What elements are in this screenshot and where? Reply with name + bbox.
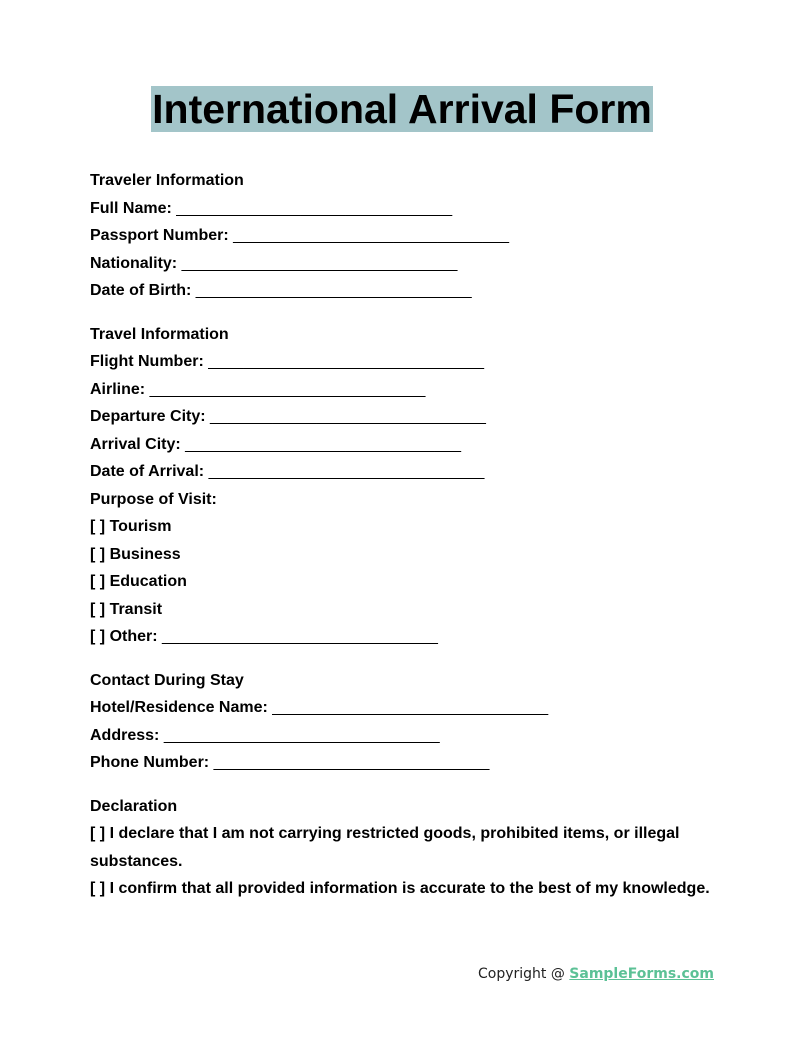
nationality-field[interactable]: [90, 250, 730, 278]
field-label: Passport Number:: [90, 227, 229, 244]
field-label: Address:: [90, 726, 160, 744]
checkbox-icon[interactable]: [ ]: [90, 518, 106, 535]
field-label: Hotel/Residence Name:: [90, 699, 268, 716]
form-content: [90, 167, 730, 919]
hotel-residence-name-field[interactable]: [90, 694, 730, 722]
declaration-checkbox-accuracy[interactable]: [90, 875, 730, 903]
checkbox-icon[interactable]: [ ]: [90, 545, 106, 563]
checkbox-business[interactable]: [90, 541, 730, 569]
field-label: Phone Number:: [90, 754, 210, 771]
field-blank[interactable]: _______________________________: [272, 699, 549, 716]
checkbox-icon[interactable]: [ ]: [90, 825, 106, 842]
date-of-arrival-field[interactable]: [90, 458, 730, 486]
field-blank[interactable]: _______________________________: [208, 353, 485, 370]
field-blank[interactable]: _______________________________: [163, 726, 440, 744]
date-of-birth-field[interactable]: [90, 277, 730, 305]
section-heading: Travel Information: [90, 325, 229, 343]
checkbox-other[interactable]: [90, 623, 730, 651]
field-blank[interactable]: _______________________________: [181, 254, 458, 272]
field-blank[interactable]: _______________________________: [149, 380, 426, 398]
section-heading: Declaration: [90, 797, 178, 815]
full-name-field[interactable]: [90, 195, 730, 223]
section-heading: Traveler Information: [90, 172, 244, 189]
passport-number-field[interactable]: [90, 222, 730, 250]
field-label: Full Name:: [90, 199, 172, 217]
checkbox-label: Transit: [109, 600, 163, 618]
checkbox-transit[interactable]: [90, 596, 730, 624]
checkbox-label: Other:: [109, 628, 158, 645]
declaration-section: [90, 793, 730, 903]
page-title: International Arrival Form: [152, 86, 652, 132]
section-heading: Contact During Stay: [90, 671, 244, 689]
purpose-of-visit-label: Purpose of Visit:: [90, 490, 217, 508]
title-container: [0, 86, 804, 132]
field-label: Arrival City:: [90, 435, 181, 453]
copyright-text: Copyright @: [477, 966, 570, 982]
field-label: Flight Number:: [90, 353, 204, 370]
checkbox-education[interactable]: [90, 568, 730, 596]
checkbox-icon[interactable]: [ ]: [90, 573, 106, 590]
field-blank[interactable]: _______________________________: [195, 282, 472, 299]
checkbox-label: Tourism: [109, 518, 172, 535]
traveler-information-section: [90, 167, 730, 305]
departure-city-field[interactable]: [90, 403, 730, 431]
field-blank[interactable]: _______________________________: [185, 435, 462, 453]
field-blank[interactable]: _______________________________: [176, 199, 453, 217]
declaration-checkbox-restricted-goods[interactable]: [90, 820, 730, 875]
field-blank[interactable]: _______________________________: [162, 628, 438, 645]
checkbox-label: Education: [109, 573, 187, 590]
field-label: Date of Arrival:: [90, 463, 205, 480]
checkbox-icon[interactable]: [ ]: [90, 600, 106, 618]
airline-field[interactable]: [90, 376, 730, 404]
declaration-text: I confirm that all provided information is accurate to the best of my knowledge.: [109, 880, 710, 897]
declaration-text: I declare that I am not carrying restricted goods, prohibited items, or illegal substances.: [90, 825, 680, 870]
travel-information-section: [90, 321, 730, 651]
field-blank[interactable]: _______________________________: [208, 463, 485, 480]
checkbox-icon[interactable]: [ ]: [90, 880, 106, 897]
field-label: Airline:: [90, 380, 146, 398]
field-blank[interactable]: _______________________________: [210, 408, 486, 425]
copyright-footer: [478, 966, 714, 982]
checkbox-tourism[interactable]: [90, 513, 730, 541]
flight-number-field[interactable]: [90, 348, 730, 376]
field-label: Nationality:: [90, 254, 178, 272]
checkbox-icon[interactable]: [ ]: [90, 628, 106, 645]
field-label: Date of Birth:: [90, 282, 192, 299]
contact-during-stay-section: [90, 667, 730, 777]
checkbox-label: Business: [109, 545, 181, 563]
sampleforms-link[interactable]: SampleForms.com: [569, 966, 714, 982]
field-blank[interactable]: _______________________________: [233, 227, 510, 244]
field-label: Departure City:: [90, 408, 206, 425]
phone-number-field[interactable]: [90, 749, 730, 777]
address-field[interactable]: [90, 722, 730, 750]
field-blank[interactable]: _______________________________: [213, 754, 490, 771]
arrival-city-field[interactable]: [90, 431, 730, 459]
